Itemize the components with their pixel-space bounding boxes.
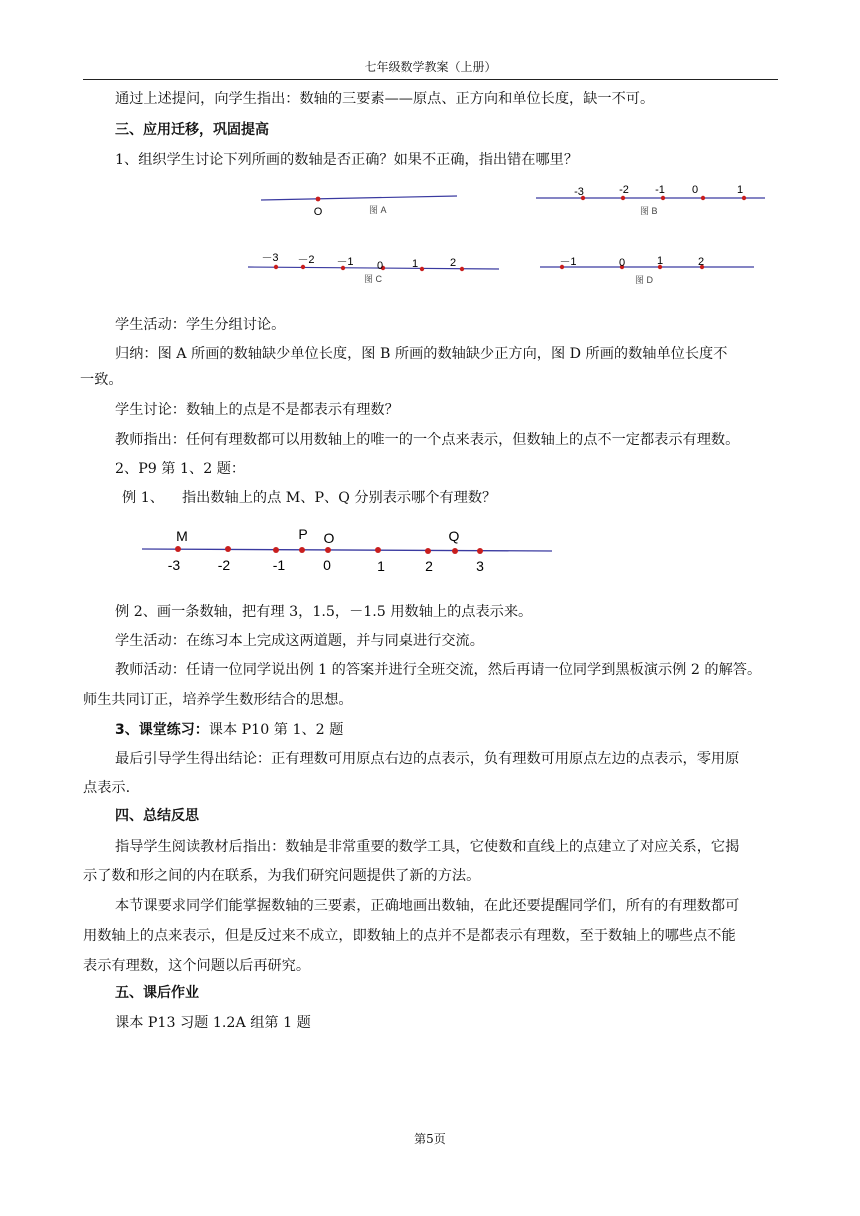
example-1-axis-line [142,549,552,551]
figure-c-dot [420,267,424,271]
homework: 课本 P13 习题 1.2A 组第 1 题 [115,1015,311,1031]
figure-c-dot [460,267,464,271]
page-number: 第5页 [414,1132,446,1146]
student-activity-1: 学生活动：学生分组讨论。 [115,317,286,333]
figure-d-label: －1 [559,256,577,268]
axis-dot-p [299,547,305,553]
item-3-text: 课本 P10 第 1、2 题 [208,722,344,738]
item-3-label: 3、课堂练习： [115,722,209,738]
figure-b-dot [661,196,665,200]
tick-label: 1 [377,558,385,574]
point-label-m: M [176,528,188,544]
figure-b-label: -3 [574,186,584,198]
student-activity-2: 学生活动：在练习本上完成这两道题，并与同桌进行交流。 [115,633,484,649]
example-1-number-line [140,522,555,578]
axis-dot-2 [425,548,431,554]
figure-b-label: -2 [619,184,629,196]
axis-dot-q [452,548,458,554]
figure-b-dot [621,196,625,200]
figure-c-number-line [246,248,502,290]
figure-a-origin-label: O [313,206,323,218]
figure-b-caption: 图 B [640,206,658,216]
figure-b-label: 0 [691,184,699,196]
origin-label: O [323,530,335,546]
point-label-q: Q [448,528,460,544]
figure-c-label: 2 [449,257,457,269]
axis-dot-3 [477,548,483,554]
figure-c-label: 0 [376,260,384,272]
figure-c-label: －3 [261,252,279,264]
figure-a-origin-dot [316,197,321,202]
figure-d-number-line [538,250,758,290]
figure-b-label: -1 [655,184,665,196]
figure-b-dot [701,196,705,200]
conclusion-line-2: 点表示. [83,780,131,796]
section-heading-5: 五、课后作业 [115,985,199,1001]
summary-line-2: 一致。 [80,372,123,388]
item-3 [83,715,815,745]
paragraph-three-elements: 通过上述提问，向学生指出：数轴的三要素——原点、正方向和单位长度，缺一不可。 [115,91,655,107]
axis-dot-minus-1 [273,547,279,553]
axis-dot-0 [325,547,331,553]
student-discussion: 学生讨论：数轴上的点是不是都表示有理数？ [115,402,399,418]
conclusion-line-1: 最后引导学生得出结论：正有理数可用原点右边的点表示，负有理数可用原点左边的点表示，零用原 [115,751,740,767]
figure-d-label: 2 [697,256,705,268]
figure-c-label: －1 [336,256,354,268]
teacher-activity-line-2: 师生共同订正，培养学生数形结合的思想。 [83,692,353,708]
figure-c-label: 1 [411,258,419,270]
section-heading-3: 三、应用迁移，巩固提高 [115,122,269,138]
figure-c-caption: 图 C [364,274,383,284]
tick-label: -2 [217,557,231,573]
teacher-point-1: 教师指出：任何有理数都可以用数轴上的唯一的一个点来表示，但数轴上的点不一定都表示有理数。 [115,432,740,448]
tick-label: 3 [476,558,484,574]
figure-a-axis-line [261,196,457,200]
reflection-2-line-3: 表示有理数，这个问题以后再研究。 [83,958,311,974]
point-label-p: P [298,526,308,542]
reflection-1-line-2: 示了数和形之间的内在联系，为我们研究问题提供了新的方法。 [83,868,481,884]
example-1: 例 1、 指出数轴上的点 M、P、Q 分别表示哪个有理数？ [122,490,497,506]
figure-c-dot [274,265,278,269]
item-2: 2、P9 第 1、2 题： [115,461,246,477]
figure-a-caption: 图 A [369,205,387,215]
axis-dot-minus-2 [225,546,231,552]
figure-d-caption: 图 D [635,275,654,285]
reflection-1-line-1: 指导学生阅读教材后指出：数轴是非常重要的数学工具，它使数和直线上的点建立了对应关系，它揭 [115,839,740,855]
example-2: 例 2、画一条数轴，把有理 3，1.5，－1.5 用数轴上的点表示来。 [115,604,533,620]
figure-a-number-line [255,185,465,221]
item-1: 1、组织学生讨论下列所画的数轴是否正确？如果不正确，指出错在哪里？ [115,152,579,168]
section-heading-4: 四、总结反思 [115,808,199,824]
reflection-2-line-2: 用数轴上的点来表示，但是反过来不成立，即数轴上的点并不是都表示有理数，至于数轴上的哪些点不能 [83,928,736,944]
figure-d-label: 0 [618,257,626,269]
figure-b-number-line [533,180,768,218]
figure-b-label: 1 [736,184,744,196]
figure-b-dot [742,196,746,200]
figure-d-label: 1 [656,255,664,267]
axis-dot-1 [375,547,381,553]
tick-label: 2 [425,558,433,574]
summary-line-1: 归纳：图 A 所画的数轴缺少单位长度，图 B 所画的数轴缺少正方向，图 D 所画的数轴单位长度不 [115,346,728,362]
tick-label: -3 [167,557,181,573]
axis-dot-minus-3 [175,546,181,552]
tick-label: -1 [272,557,286,573]
teacher-activity-line-1: 教师活动：任请一位同学说出例 1 的答案并进行全班交流，然后再请一位同学到黑板演示例 2 的解答。 [115,662,762,678]
tick-label: 0 [323,557,331,573]
reflection-2-line-1: 本节课要求同学们能掌握数轴的三要素，正确地画出数轴，在此还要提醒同学们，所有的有理数都可 [115,898,740,914]
figure-c-label: －2 [297,254,315,266]
page-header: 七年级数学教案（上册） [83,58,778,80]
